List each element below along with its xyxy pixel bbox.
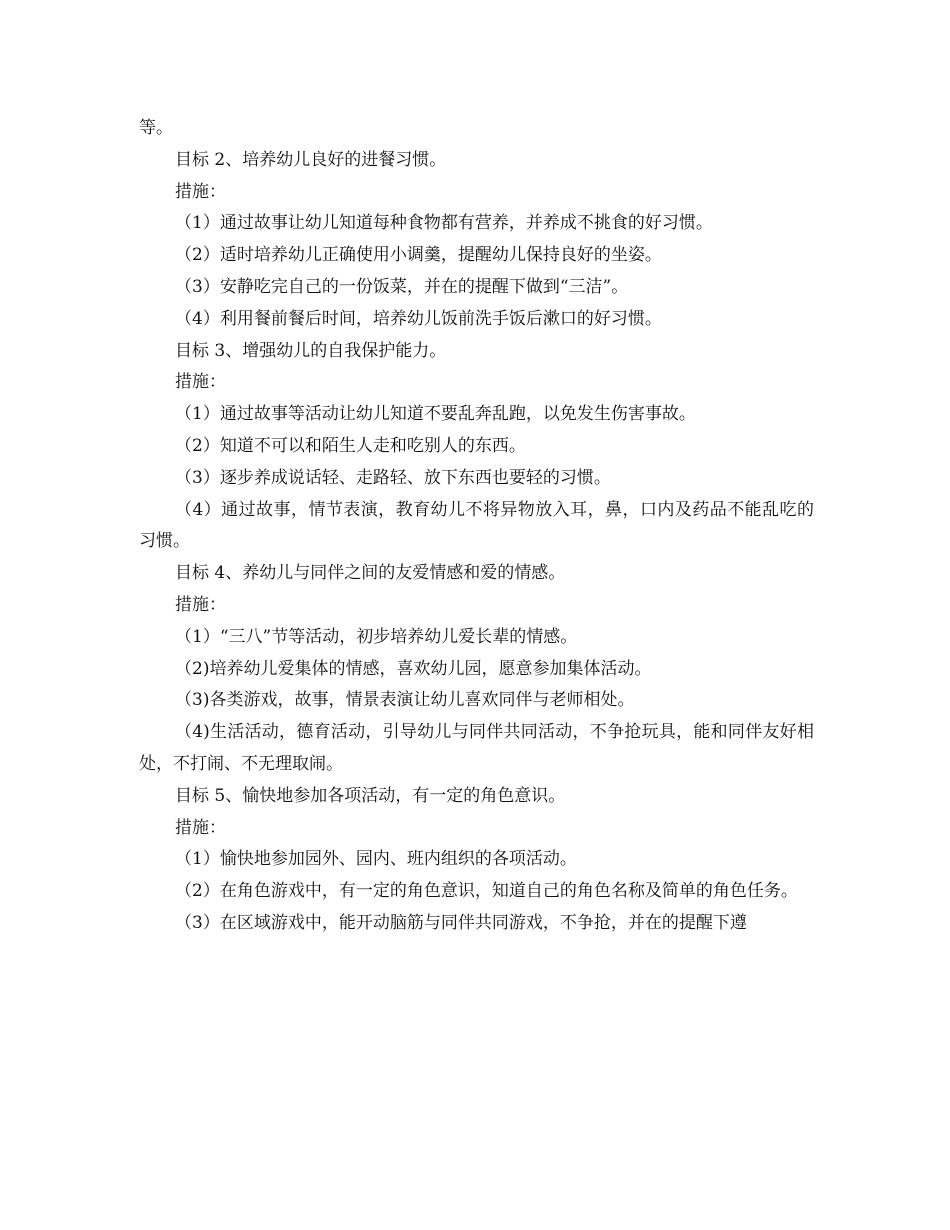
paragraph: （4)生活活动，德育活动，引导幼儿与同伴共同活动，不争抢玩具，能和同伴友好相处，不打闹、不无理取闹。 xyxy=(139,722,814,774)
paragraph: （4）通过故事，情节表演，教育幼儿不将异物放入耳，鼻，口内及药品不能乱吃的习惯。 xyxy=(139,499,814,552)
paragraph: 等。 xyxy=(139,118,173,138)
paragraph: （2）在角色游戏中，有一定的角色意识，知道自己的角色名称及简单的角色任务。 xyxy=(175,881,798,902)
paragraph: （1）愉快地参加园外、园内、班内组织的各项活动。 xyxy=(175,849,577,870)
paragraph: 目标 5、愉快地参加各项活动，有一定的角色意识。 xyxy=(175,785,566,806)
paragraph: （4）利用餐前餐后时间，培养幼儿饭前洗手饭后漱口的好习惯。 xyxy=(175,308,662,329)
paragraph: 目标 2、培养幼儿良好的进餐习惯。 xyxy=(175,149,447,170)
paragraph: （3)各类游戏，故事，情景表演让幼儿喜欢同伴与老师相处。 xyxy=(175,690,635,711)
paragraph: （3）在区域游戏中，能开动脑筋与同伴共同游戏，不争抢，并在的提醒下遵 xyxy=(175,912,747,933)
paragraph: （2）适时培养幼儿正确使用小调羹，提醒幼儿保持良好的坐姿。 xyxy=(175,245,662,266)
paragraph: 目标 4、养幼儿与同伴之间的友爱情感和爱的情感。 xyxy=(175,563,566,584)
paragraph: （3）安静吃完自己的一份饭菜，并在的提醒下做到“三洁”。 xyxy=(175,276,629,297)
paragraph: 措施： xyxy=(175,372,226,393)
paragraph: （1）“三八”节等活动，初步培养幼儿爱长辈的情感。 xyxy=(175,626,578,647)
paragraph: （3）逐步养成说话轻、走路轻、放下东西也要轻的习惯。 xyxy=(175,467,611,488)
paragraph: 目标 3、增强幼儿的自我保护能力。 xyxy=(175,340,447,361)
paragraph: 措施： xyxy=(175,594,226,615)
paragraph: （2)培养幼儿爱集体的情感，喜欢幼儿园，愿意参加集体活动。 xyxy=(175,658,652,679)
paragraph: （2）知道不可以和陌生人走和吃别人的东西。 xyxy=(175,435,526,456)
paragraph: （1）通过故事等活动让幼儿知道不要乱奔乱跑，以免发生伤害事故。 xyxy=(175,404,696,425)
paragraph: 措施： xyxy=(175,817,226,838)
paragraph: （1）通过故事让幼儿知道每种食物都有营养，并养成不挑食的好习惯。 xyxy=(175,213,713,234)
paragraph: 措施： xyxy=(175,181,226,202)
document-body xyxy=(139,113,814,940)
